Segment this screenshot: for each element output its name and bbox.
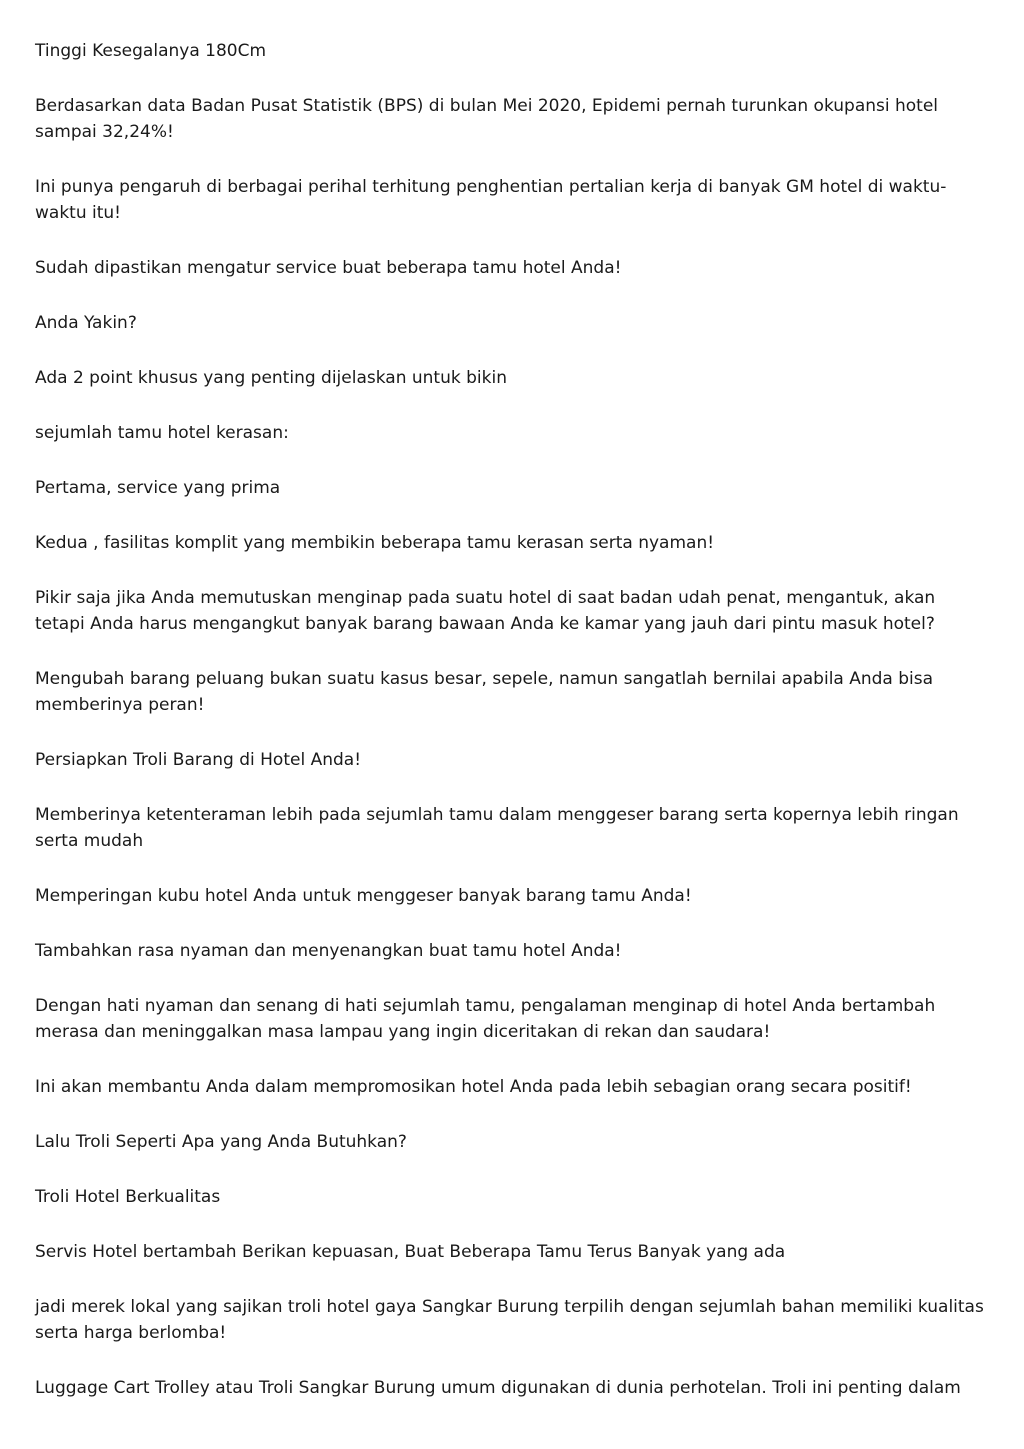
- paragraph-second: Kedua , fasilitas komplit yang membikin beberapa tamu kerasan serta nyaman!: [35, 533, 715, 553]
- paragraph-comfort: Memberinya ketenteraman lebih pada sejumlah tamu dalam menggeser barang serta kopernya lebih ringan serta mudah: [35, 805, 959, 851]
- paragraph-promotion: Ini akan membantu Anda dalam mempromosikan hotel Anda pada lebih sebagian orang secara positif!: [35, 1077, 912, 1097]
- paragraph-question: Anda Yakin?: [35, 313, 137, 333]
- paragraph-prepare-trolley: Persiapkan Troli Barang di Hotel Anda!: [35, 750, 362, 770]
- paragraph-luggage: Mengubah barang peluang bukan suatu kasus besar, sepele, namun sangatlah bernilai apabila Anda bisa memberinya peran!: [35, 669, 934, 715]
- paragraph-experience: Dengan hati nyaman dan senang di hati sejumlah tamu, pengalaman menginap di hotel Anda bertambah merasa dan meninggalkan masa lampau yang ingin diceritakan di rekan dan saudara!: [35, 996, 936, 1042]
- paragraph-luggage-cart: Luggage Cart Trolley atau Troli Sangkar Burung umum digunakan di dunia perhotelan. Troli ini penting dalam: [35, 1378, 961, 1398]
- paragraph-guests: sejumlah tamu hotel kerasan:: [35, 423, 289, 443]
- paragraph-which-trolley: Lalu Troli Seperti Apa yang Anda Butuhkan?: [35, 1132, 407, 1152]
- paragraph-local-brand: jadi merek lokal yang sajikan troli hotel gaya Sangkar Burung terpilih dengan sejumlah bahan memiliki kualitas serta harga berlomba!: [35, 1297, 984, 1343]
- paragraph-height: Tinggi Kesegalanya 180Cm: [35, 41, 267, 61]
- paragraph-influence: Ini punya pengaruh di berbagai perihal terhitung penghentian pertalian kerja di banyak GM hotel di waktu-waktu itu!: [35, 177, 947, 223]
- paragraph-imagine: Pikir saja jika Anda memutuskan menginap pada suatu hotel di saat badan udah penat, mengantuk, akan tetapi Anda harus mengangkut banyak barang bawaan Anda ke kamar yang jauh dari pintu masuk hotel?: [35, 588, 936, 634]
- paragraph-satisfaction: Servis Hotel bertambah Berikan kepuasan, Buat Beberapa Tamu Terus Banyak yang ada: [35, 1242, 786, 1262]
- paragraph-quality-trolley: Troli Hotel Berkualitas: [35, 1187, 221, 1207]
- paragraph-first: Pertama, service yang prima: [35, 478, 281, 498]
- document-page: [35, 38, 985, 1401]
- paragraph-service: Sudah dipastikan mengatur service buat beberapa tamu hotel Anda!: [35, 258, 622, 278]
- paragraph-staff: Memperingan kubu hotel Anda untuk menggeser banyak barang tamu Anda!: [35, 886, 692, 906]
- paragraph-pleasant: Tambahkan rasa nyaman dan menyenangkan buat tamu hotel Anda!: [35, 941, 622, 961]
- paragraph-bps-data: Berdasarkan data Badan Pusat Statistik (BPS) di bulan Mei 2020, Epidemi pernah turunkan okupansi hotel sampai 32,24%!: [35, 96, 939, 142]
- paragraph-two-points: Ada 2 point khusus yang penting dijelaskan untuk bikin: [35, 368, 507, 388]
